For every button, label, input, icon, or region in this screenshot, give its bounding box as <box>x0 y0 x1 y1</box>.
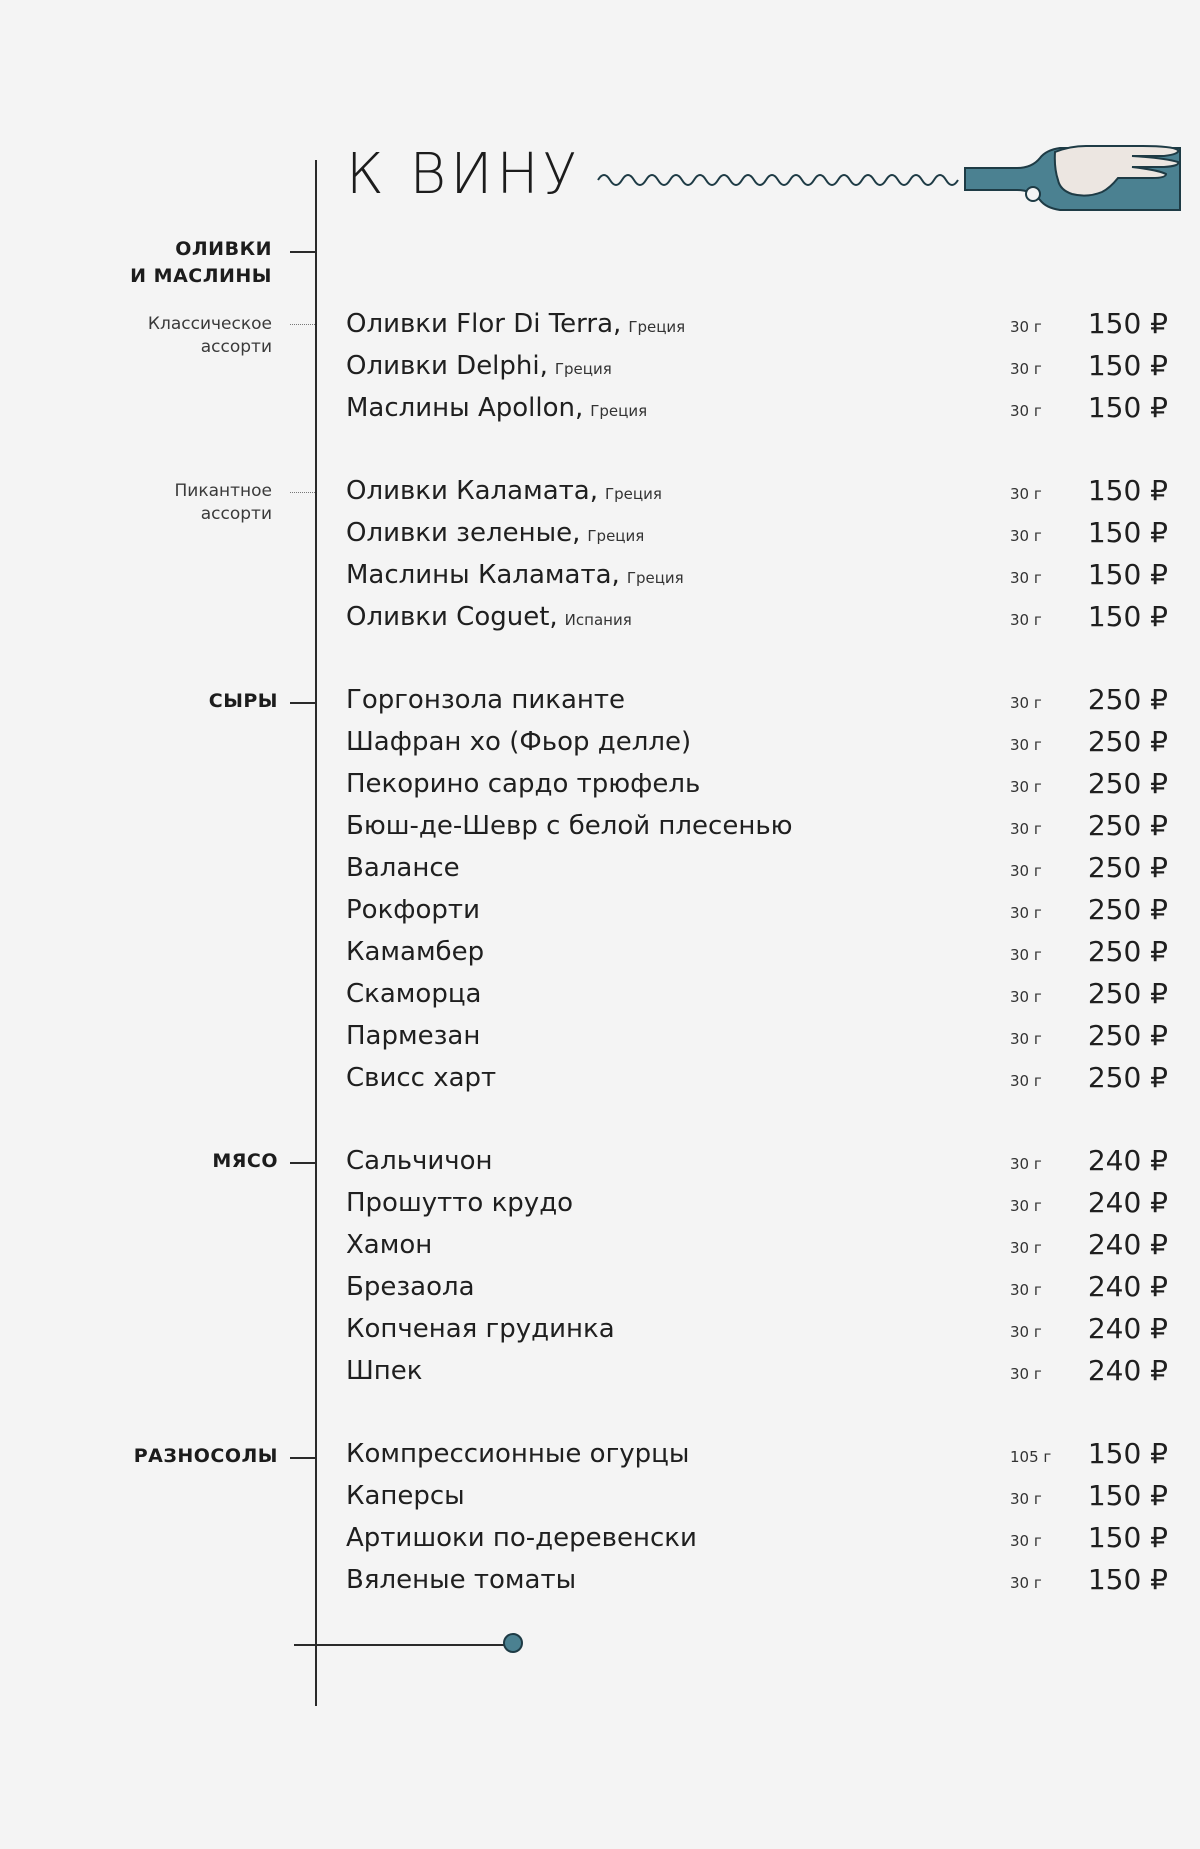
item-name: Компрессионные огурцы <box>346 1439 690 1469</box>
subgroup-label-line: ассорти <box>200 337 272 357</box>
item-weight: 30 г <box>1010 694 1042 712</box>
menu-item <box>346 471 1176 513</box>
section-label-meat <box>18 1148 278 1175</box>
item-name: Камамбер <box>346 937 485 967</box>
item-price: 150 ₽ <box>1087 307 1168 340</box>
item-price: 240 ₽ <box>1087 1144 1168 1177</box>
item-name: Оливки Flor Di Terra, <box>346 309 622 339</box>
item-price: 150 ₽ <box>1087 1479 1168 1512</box>
item-name: Оливки Каламата, <box>346 476 599 506</box>
item-weight: 30 г <box>1010 1030 1042 1048</box>
menu-item <box>346 346 1176 388</box>
menu-item <box>346 1016 1176 1058</box>
subgroup-label-classic <box>0 313 272 359</box>
item-name: Свисс харт <box>346 1063 497 1093</box>
subgroup-label-line: ассорти <box>200 504 272 524</box>
item-name: Хамон <box>346 1230 433 1260</box>
item-price: 150 ₽ <box>1087 1437 1168 1470</box>
menu-item <box>346 1560 1176 1602</box>
item-price: 250 ₽ <box>1087 851 1168 884</box>
item-weight: 30 г <box>1010 736 1042 754</box>
item-name: Пармезан <box>346 1021 481 1051</box>
item-weight: 105 г <box>1010 1448 1052 1466</box>
item-price: 250 ₽ <box>1087 977 1168 1010</box>
item-price: 150 ₽ <box>1087 391 1168 424</box>
section-tick <box>290 1162 315 1164</box>
item-name: Шпек <box>346 1356 423 1386</box>
item-name: Сальчичон <box>346 1146 493 1176</box>
page-title: К ВИНУ <box>346 142 581 207</box>
item-price: 240 ₽ <box>1087 1186 1168 1219</box>
section-label-line: И МАСЛИНЫ <box>130 265 272 287</box>
section-label-line: МЯСО <box>212 1150 278 1172</box>
item-origin: Испания <box>564 611 632 629</box>
item-weight: 30 г <box>1010 1239 1042 1257</box>
menu-item <box>346 1225 1176 1267</box>
item-price: 250 ₽ <box>1087 1061 1168 1094</box>
menu-item <box>346 1351 1176 1393</box>
menu-item <box>346 974 1176 1016</box>
menu-item <box>346 764 1176 806</box>
menu-item <box>346 1183 1176 1225</box>
item-name: Маслины Каламата, <box>346 560 620 590</box>
item-weight: 30 г <box>1010 527 1042 545</box>
item-origin: Греция <box>590 402 648 420</box>
item-weight: 30 г <box>1010 820 1042 838</box>
item-weight: 30 г <box>1010 318 1042 336</box>
subgroup-dots <box>290 492 315 493</box>
item-weight: 30 г <box>1010 485 1042 503</box>
item-price: 150 ₽ <box>1087 558 1168 591</box>
item-price: 250 ₽ <box>1087 893 1168 926</box>
vertical-divider-line <box>315 160 317 1706</box>
menu-item <box>346 513 1176 555</box>
menu-item <box>346 1309 1176 1351</box>
section-tick <box>290 1457 315 1459</box>
item-price: 240 ₽ <box>1087 1270 1168 1303</box>
menu-item <box>346 304 1176 346</box>
item-price: 250 ₽ <box>1087 1019 1168 1052</box>
item-price: 250 ₽ <box>1087 935 1168 968</box>
menu-item <box>346 1267 1176 1309</box>
item-weight: 30 г <box>1010 1197 1042 1215</box>
item-price: 150 ₽ <box>1087 1521 1168 1554</box>
item-price: 150 ₽ <box>1087 1563 1168 1596</box>
item-origin: Греция <box>554 360 612 378</box>
item-weight: 30 г <box>1010 1365 1042 1383</box>
subgroup-label-spicy <box>0 480 272 526</box>
item-name: Маслины Apollon, <box>346 393 584 423</box>
subgroup-label-line: Пикантное <box>174 481 272 501</box>
item-name: Копченая грудинка <box>346 1314 615 1344</box>
subgroup-label-line: Классическое <box>147 314 272 334</box>
item-price: 150 ₽ <box>1087 349 1168 382</box>
item-name: Оливки зеленые, <box>346 518 581 548</box>
section-label-line: РАЗНОСОЛЫ <box>133 1445 278 1467</box>
menu-item <box>346 1518 1176 1560</box>
menu-item <box>346 680 1176 722</box>
item-price: 150 ₽ <box>1087 474 1168 507</box>
item-weight: 30 г <box>1010 904 1042 922</box>
item-weight: 30 г <box>1010 1574 1042 1592</box>
menu-item <box>346 722 1176 764</box>
item-weight: 30 г <box>1010 1323 1042 1341</box>
menu-item <box>346 1476 1176 1518</box>
item-name: Брезаола <box>346 1272 475 1302</box>
item-weight: 30 г <box>1010 946 1042 964</box>
section-tick <box>290 702 315 704</box>
corkscrew-bottle-icon <box>592 140 1182 220</box>
item-name: Вяленые томаты <box>346 1565 577 1595</box>
item-weight: 30 г <box>1010 1532 1042 1550</box>
item-name: Валансе <box>346 853 460 883</box>
menu-item <box>346 1434 1176 1476</box>
item-name: Шафран хо (Фьор делле) <box>346 727 692 757</box>
item-weight: 30 г <box>1010 778 1042 796</box>
section-label-olives <box>12 236 272 290</box>
item-name: Бюш-де-Шевр с белой плесенью <box>346 811 793 841</box>
item-price: 240 ₽ <box>1087 1312 1168 1345</box>
item-name: Артишоки по-деревенски <box>346 1523 697 1553</box>
item-name: Оливки Delphi, <box>346 351 548 381</box>
section-label-line: СЫРЫ <box>208 690 278 712</box>
item-weight: 30 г <box>1010 360 1042 378</box>
section-label-cheeses <box>18 688 278 715</box>
item-weight: 30 г <box>1010 402 1042 420</box>
item-origin: Греция <box>587 527 645 545</box>
item-name: Прошутто крудо <box>346 1188 574 1218</box>
section-label-line: ОЛИВКИ <box>175 238 272 260</box>
item-origin: Греция <box>626 569 684 587</box>
menu-item <box>346 806 1176 848</box>
menu-item <box>346 932 1176 974</box>
menu-item <box>346 388 1176 430</box>
menu-item <box>346 890 1176 932</box>
menu-item <box>346 1141 1176 1183</box>
item-weight: 30 г <box>1010 988 1042 1006</box>
item-price: 150 ₽ <box>1087 516 1168 549</box>
menu-item <box>346 555 1176 597</box>
item-name: Горгонзола пиканте <box>346 685 626 715</box>
item-weight: 30 г <box>1010 569 1042 587</box>
item-name: Пекорино сардо трюфель <box>346 769 701 799</box>
item-price: 250 ₽ <box>1087 809 1168 842</box>
item-price: 240 ₽ <box>1087 1228 1168 1261</box>
item-name: Скаморца <box>346 979 482 1009</box>
item-weight: 30 г <box>1010 1281 1042 1299</box>
item-price: 240 ₽ <box>1087 1354 1168 1387</box>
item-weight: 30 г <box>1010 1155 1042 1173</box>
item-price: 150 ₽ <box>1087 600 1168 633</box>
menu-item <box>346 1058 1176 1100</box>
item-weight: 30 г <box>1010 862 1042 880</box>
menu-item <box>346 597 1176 639</box>
item-name: Рокфорти <box>346 895 480 925</box>
item-weight: 30 г <box>1010 1490 1042 1508</box>
item-weight: 30 г <box>1010 611 1042 629</box>
item-origin: Греция <box>628 318 686 336</box>
bottom-horizontal-line <box>294 1644 510 1646</box>
item-price: 250 ₽ <box>1087 683 1168 716</box>
menu-item <box>346 848 1176 890</box>
item-weight: 30 г <box>1010 1072 1042 1090</box>
item-name: Каперсы <box>346 1481 465 1511</box>
item-origin: Греция <box>605 485 662 503</box>
item-price: 250 ₽ <box>1087 767 1168 800</box>
bottom-dot-icon <box>503 1633 523 1653</box>
item-name: Оливки Coguet, <box>346 602 558 632</box>
item-price: 250 ₽ <box>1087 725 1168 758</box>
subgroup-dots <box>290 324 315 325</box>
section-tick <box>290 251 315 253</box>
section-label-pickles <box>18 1443 278 1470</box>
